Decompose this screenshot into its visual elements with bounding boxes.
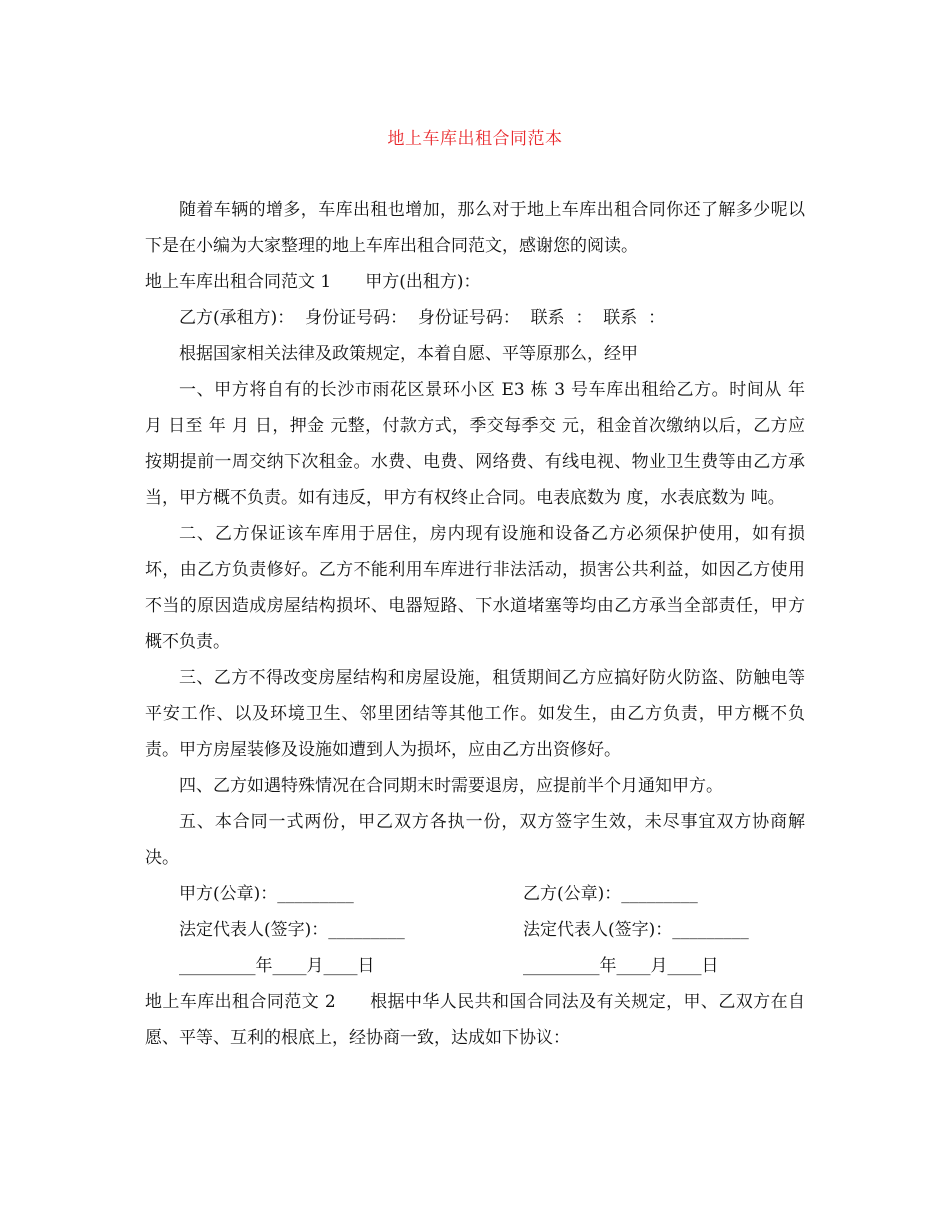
sample1-heading-line	[145, 264, 805, 300]
party-b-line: 乙方(承租方)： 身份证号码： 身份证号码： 联系 ： 联系 ：	[179, 308, 666, 328]
signature-row-date	[145, 948, 805, 984]
sample1-heading: 地上车库出租合同范文 1	[145, 272, 332, 292]
party-a-seal: 甲方(公章)：_________	[179, 884, 354, 904]
clause-4: 四、乙方如遇特殊情况在合同期末时需要退房，应提前半个月通知甲方。	[179, 776, 723, 796]
document-title: 地上车库出租合同范本	[387, 129, 563, 149]
sample2-heading: 地上车库出租合同范文 2	[145, 992, 336, 1012]
document-body	[145, 192, 805, 1056]
party-b-seal: 乙方(公章)：_________	[523, 884, 698, 904]
clause-5: 五、本合同一式两份，甲乙双方各执一份，双方签字生效，未尽事宜双方协商解决。	[145, 812, 805, 868]
signature-row-seal	[145, 876, 805, 912]
clause-1: 一、甲方将自有的长沙市雨花区景环小区 E3 栋 3 号车库出租给乙方。时间从 年 月 日至 年 月 日，押金 元整，付款方式，季交每季交 元，租金首次缴纳以后，乙方应按期提前一周交纳下次租金。水费、电费、网络费、有线电视、物业卫生费等由乙方承当，甲方概不负责。如有违反，甲方有权终止合同。电表底数为 度，水表底数为 吨。	[145, 380, 805, 508]
intro-paragraph: 随着车辆的增多，车库出租也增加，那么对于地上车库出租合同你还了解多少呢以下是在小编为大家整理的地上车库出租合同范文，感谢您的阅读。	[145, 200, 805, 256]
basis-paragraph: 根据国家相关法律及政策规定，本着自愿、平等原那么，经甲	[179, 344, 638, 364]
sample2-paragraph	[145, 984, 805, 1056]
party-a-date: _________年____月____日	[179, 956, 375, 976]
party-a-representative: 法定代表人(签字)：_________	[179, 920, 405, 940]
party-b-date: _________年____月____日	[523, 956, 719, 976]
clause-3: 三、乙方不得改变房屋结构和房屋设施，租赁期间乙方应搞好防火防盗、防触电等平安工作、以及环境卫生、邻里团结等其他工作。如发生，由乙方负责，甲方概不负责。甲方房屋装修及设施如遭到人为损坏，应由乙方出资修好。	[145, 668, 805, 760]
party-a-label: 甲方(出租方)：	[365, 272, 481, 292]
clause-2: 二、乙方保证该车库用于居住，房内现有设施和设备乙方必须保护使用，如有损坏，由乙方负责修好。乙方不能利用车库进行非法活动，损害公共利益，如因乙方使用不当的原因造成房屋结构损坏、电器短路、下水道堵塞等均由乙方承当全部责任，甲方概不负责。	[145, 524, 805, 652]
party-b-representative: 法定代表人(签字)：_________	[523, 920, 749, 940]
sample2-text: 根据中华人民共和国合同法及有关规定，甲、乙双方在自愿、平等、互利的根底上，经协商一致，达成如下协议：	[145, 992, 805, 1048]
signature-row-rep	[145, 912, 805, 948]
